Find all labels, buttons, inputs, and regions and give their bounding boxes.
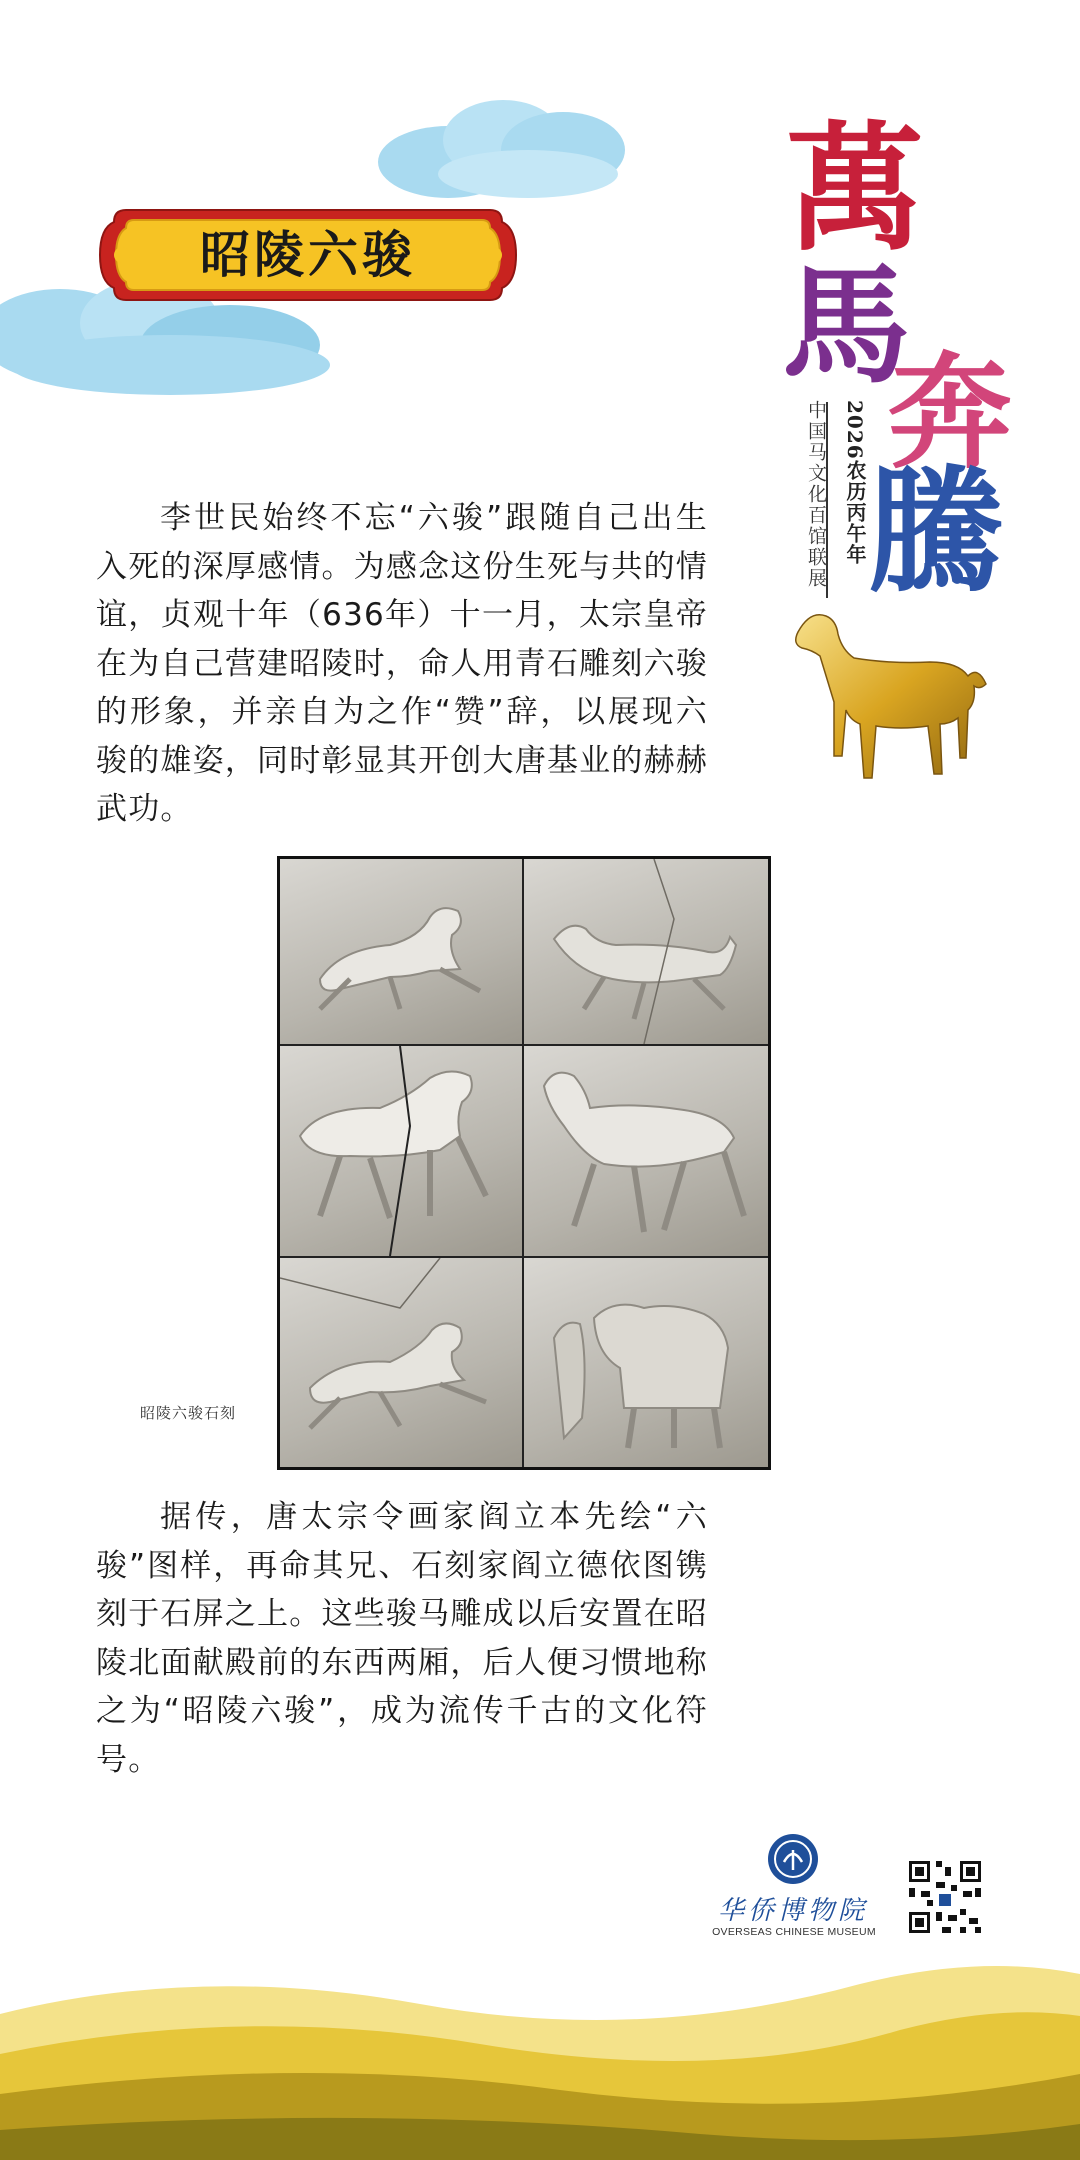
photo-caption: 昭陵六骏石刻 xyxy=(140,1404,237,1422)
relief-panel xyxy=(524,1046,768,1256)
relief-panel xyxy=(524,859,768,1044)
logo-char-1: 萬 xyxy=(786,107,925,270)
exhibition-year: 2026农历丙午年 xyxy=(843,400,867,565)
relief-panel xyxy=(280,1258,522,1467)
relief-panel xyxy=(280,1046,522,1256)
logo-char-2: 馬 xyxy=(782,251,911,401)
cloud-decoration xyxy=(378,92,628,202)
page-title: 昭陵六骏 xyxy=(200,226,416,284)
stone-relief-photo xyxy=(277,856,771,1470)
logo-char-3: 奔 xyxy=(888,341,1013,486)
museum-name-english: OVERSEAS CHINESE MUSEUM xyxy=(712,1926,876,1938)
exhibition-subtitle: 中国马文化百馆联展 xyxy=(805,400,827,589)
logo-char-4: 騰 xyxy=(868,452,1004,612)
title-banner xyxy=(98,206,518,304)
hills-decoration xyxy=(0,1944,1080,2160)
museum-emblem-icon xyxy=(766,1832,820,1886)
relief-panel xyxy=(280,859,522,1044)
qr-code-icon[interactable] xyxy=(906,1858,984,1936)
body-paragraph: 据传，唐太宗令画家阎立本先绘“六骏”图样，再命其兄、石刻家阎立德依图镌刻于石屏之上。这些骏马雕成以后安置在昭陵北面献殿前的东西两厢，后人便习惯地称之为“昭陵六骏”，成为流传千古的文化符号。 xyxy=(96,1499,708,1778)
museum-name: 华侨博物院 xyxy=(717,1896,868,1926)
relief-panel xyxy=(524,1258,768,1467)
body-paragraph: 李世民始终不忘“六骏”跟随自己出生入死的深厚感情。为感念这份生死与共的情谊，贞观十年（636年）十一月，太宗皇帝在为自己营建昭陵时，命人用青石雕刻六骏的形象，并亲自为之作“赞”辞，以展现六骏的雄姿，同时彰显其开创大唐基业的赫赫武功。 xyxy=(96,500,708,827)
golden-horse-icon xyxy=(780,606,1000,806)
